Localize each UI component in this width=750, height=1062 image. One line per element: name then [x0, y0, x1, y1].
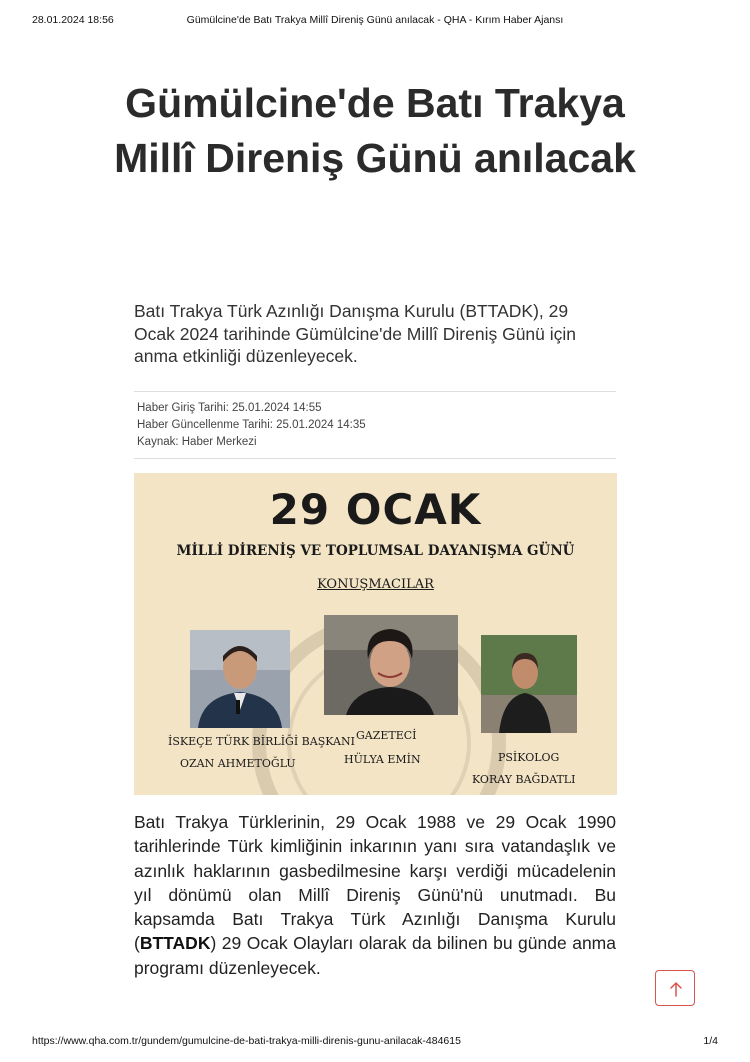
event-poster-image [134, 473, 617, 795]
news-source: Kaynak: Haber Merkezi [137, 436, 257, 448]
article-meta [137, 400, 607, 451]
published-date: Haber Giriş Tarihi: 25.01.2024 14:55 [137, 402, 322, 414]
arrow-up-icon [669, 981, 683, 997]
poster-subtitle: MİLLİ DİRENİŞ VE TOPLUMSAL DAYANIŞMA GÜNÜ [176, 543, 575, 559]
speaker-2-name: HÜLYA EMİN [344, 753, 421, 766]
speaker-3-role: PSİKOLOG [498, 751, 560, 764]
body-text-part: Batı Trakya Türklerinin, 29 Ocak 1988 ve 29 Ocak 1990 tarihlerinde Türk kimliğinin inkarının yanı sıra vatandaşlık ve azınlık haklarının gasbedilmesine karşı verdiği mücadelenin yıl dönümü olan Millî Direniş Günü'nü unutmadı. Bu kapsamda Batı Trakya Türk Azınlığı Danışma Kurulu ( [134, 812, 616, 954]
speaker-2-role: GAZETECİ [356, 729, 417, 742]
divider [134, 391, 616, 392]
speaker-1-role: İSKEÇE TÜRK BİRLİĞİ BAŞKANI [168, 735, 355, 748]
body-bold-acronym: BTTADK [139, 933, 211, 954]
speaker-photo-hulya-emin [324, 615, 458, 715]
poster-title: 29 OCAK [269, 485, 482, 534]
print-header [32, 14, 718, 30]
speaker-photo-koray-bagdatli [481, 635, 577, 733]
speaker-1-name: OZAN AHMETOĞLU [180, 757, 296, 770]
print-page-number: 1/4 [703, 1035, 718, 1047]
divider [134, 458, 616, 459]
updated-date: Haber Güncellenme Tarihi: 25.01.2024 14:35 [137, 419, 366, 431]
print-page-url: https://www.qha.com.tr/gundem/gumulcine-de-bati-trakya-milli-direnis-gunu-anilacak-484615 [32, 1035, 461, 1047]
speaker-3-name: KORAY BAĞDATLI [472, 773, 576, 786]
article-lead: Batı Trakya Türk Azınlığı Danışma Kurulu (BTTADK), 29 Ocak 2024 tarihinde Gümülcine'de Millî Direniş Günü için anma etkinliği düzenleyecek. [134, 301, 577, 366]
scroll-to-top-button[interactable] [655, 970, 695, 1006]
article-body-paragraph [134, 810, 616, 980]
print-page-title: Gümülcine'de Batı Trakya Millî Direniş Günü anılacak - QHA - Kırım Haber Ajansı [186, 14, 564, 26]
article-headline: Gümülcine'de Batı Trakya Millî Direniş Günü anılacak [114, 80, 636, 181]
print-datetime: 28.01.2024 18:56 [32, 14, 114, 26]
poster-speakers-heading: KONUŞMACILAR [317, 577, 434, 592]
body-text-part: ) 29 Ocak Olayları olarak da bilinen bu günde anma programı düzenleyecek. [134, 933, 616, 978]
speaker-photo-ozan-ahmetoglu [190, 630, 290, 728]
print-footer [32, 1035, 718, 1051]
